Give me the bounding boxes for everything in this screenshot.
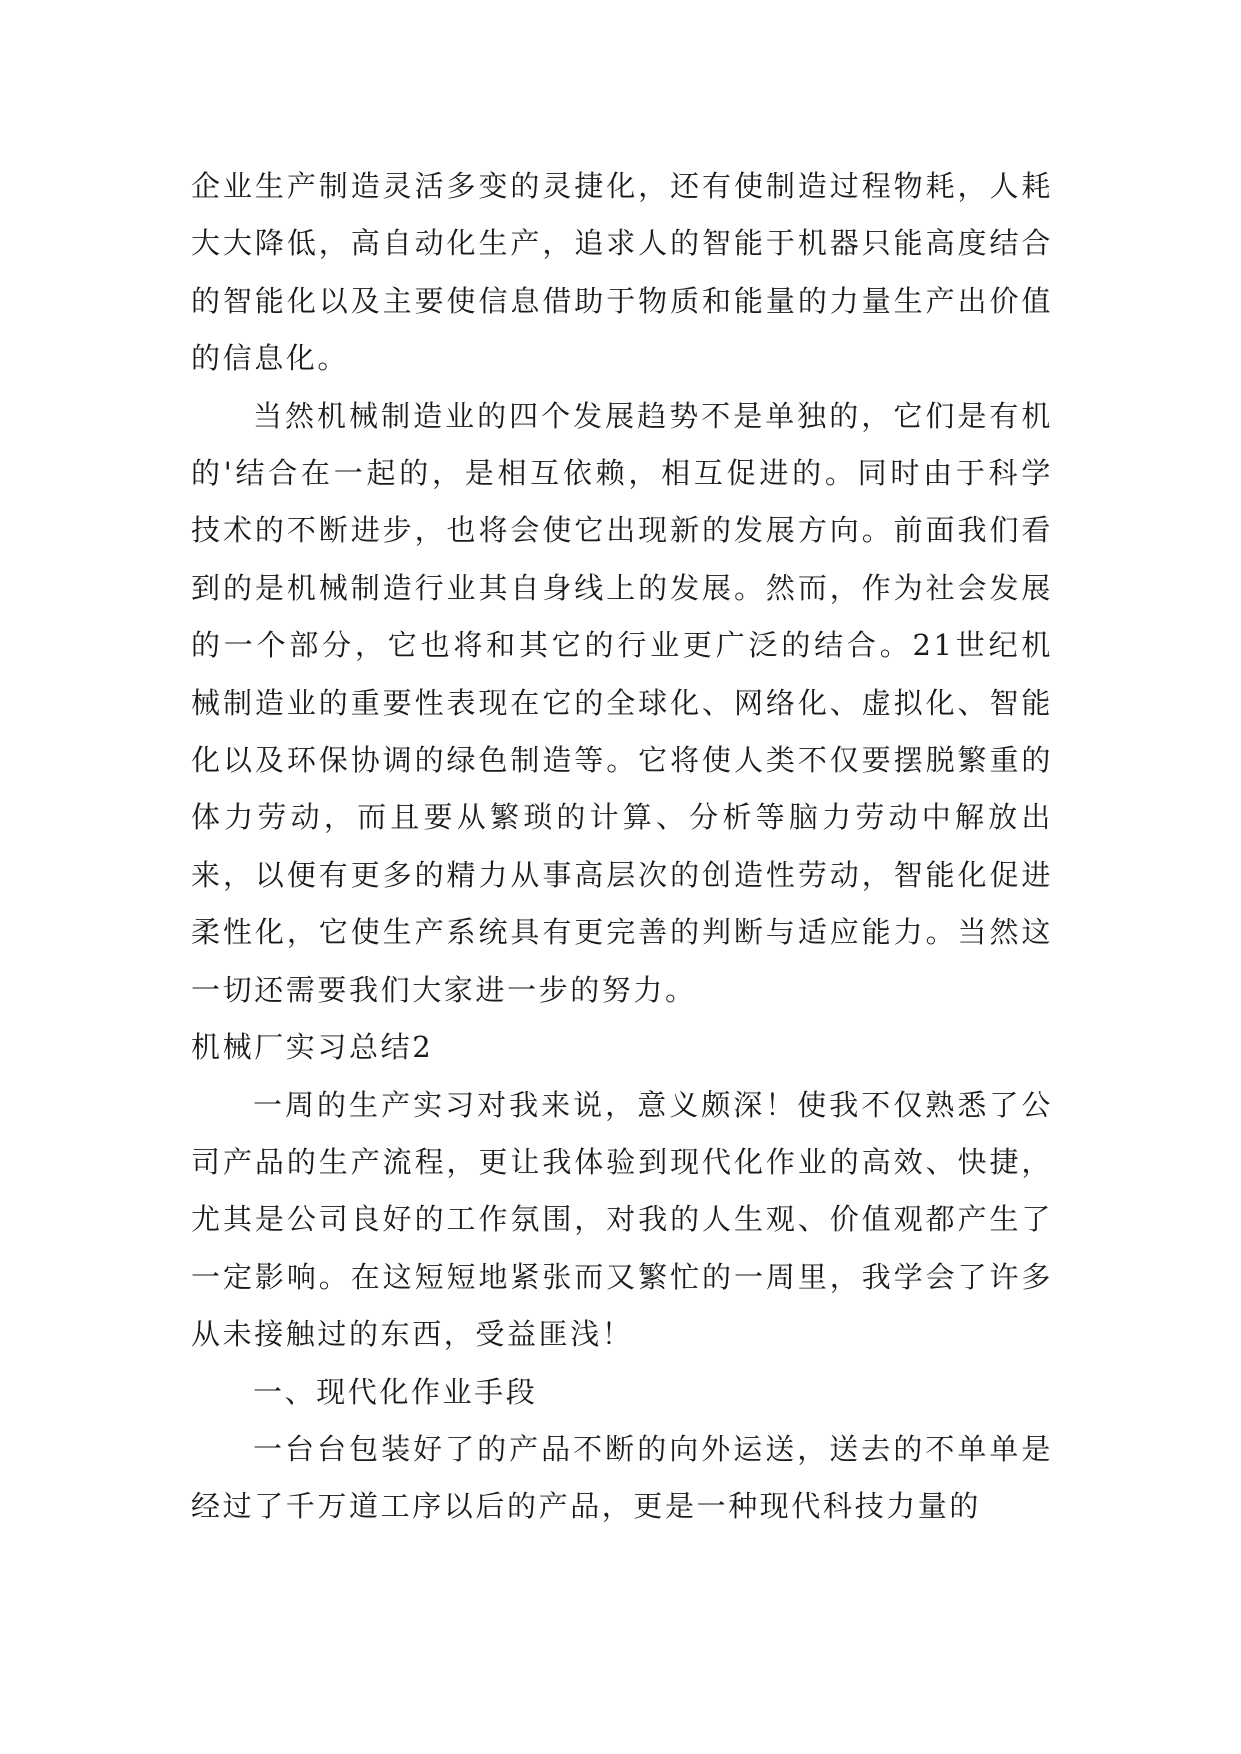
paragraph-4: 一台台包装好了的产品不断的向外运送，送去的不单单是经过了千万道工序以后的产品，更是一种现代科技力量的 [191,1431,1053,1524]
document-body [191,158,1053,1536]
paragraph-3: 一周的生产实习对我来说，意义颇深！使我不仅熟悉了公司产品的生产流程，更让我体验到现代化作业的高效、快捷，尤其是公司良好的工作氛围，对我的人生观、价值观都产生了一定影响。在这短短地紧张而又繁忙的一周里，我学会了许多从未接触过的东西，受益匪浅！ [191,1087,1053,1352]
paragraph-2: 当然机械制造业的四个发展趋势不是单独的，它们是有机的'结合在一起的，是相互依赖，相互促进的。同时由于科学技术的不断进步，也将会使它出现新的发展方向。前面我们看到的是机械制造行业其自身线上的发展。然而，作为社会发展的一个部分，它也将和其它的行业更广泛的结合。21世纪机械制造业的重要性表现在它的全球化、网络化、虚拟化、智能化以及环保协调的绿色制造等。它将使人类不仅要摆脱繁重的体力劳动，而且要从繁琐的计算、分析等脑力劳动中解放出来，以便有更多的精力从事高层次的创造性劳动，智能化促进柔性化，它使生产系统具有更完善的判断与适应能力。当然这一切还需要我们大家进一步的努力。 [191,398,1053,1007]
section-heading: 机械厂实习总结2 [191,1030,434,1065]
paragraph-1: 企业生产制造灵活多变的灵捷化，还有使制造过程物耗，人耗大大降低，高自动化生产，追求人的智能于机器只能高度结合的智能化以及主要使信息借助于物质和能量的力量生产出价值的信息化。 [191,169,1053,376]
subheading-1: 一、现代化作业手段 [253,1374,538,1409]
